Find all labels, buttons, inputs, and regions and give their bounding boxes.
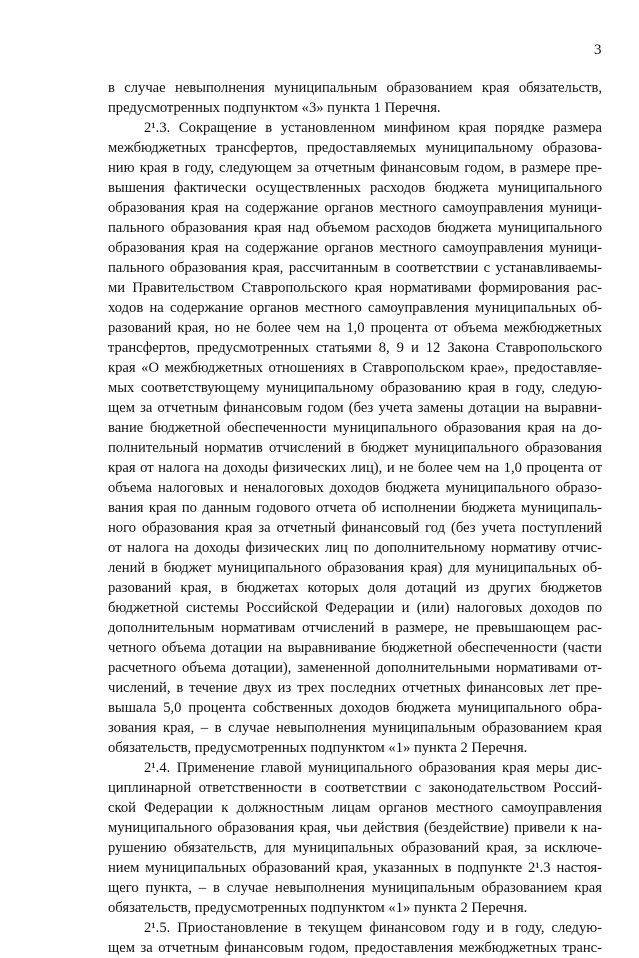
text-line: образования края на содержание органов местного самоуправления муници- [108, 200, 602, 216]
text-line: щем за отчетным финансовым годом (без учета замены дотации на выравни- [108, 400, 602, 416]
text-line: мых соответствующему муниципальному образованию края в году, следую- [108, 380, 602, 396]
text-line: лений в бюджет муниципального образования края) для муниципальных об- [108, 560, 602, 576]
text-line: вышала 5,0 процента собственных доходов бюджета муниципального обра- [108, 700, 602, 716]
text-line: щего пункта, – в случае невыполнения муниципальным образованием края [108, 880, 602, 896]
text-line: дополнительным нормативам отчислений в размере, не превышающем рас- [108, 620, 602, 636]
text-line: бюджетной системы Российской Федерации и (или) налоговых доходов по [108, 600, 602, 616]
text-line: числений, в течение двух из трех последних отчетных финансовых лет пре- [108, 680, 602, 696]
text-line: вышения фактически осуществленных расходов бюджета муниципального [108, 180, 602, 196]
page-number: 3 [594, 42, 602, 58]
text-line: щем за отчетным финансовым годом, предоставления межбюджетных транс- [108, 940, 602, 956]
text-line: предусмотренных подпунктом «3» пункта 1 Перечня. [108, 100, 441, 116]
text-line: вание бюджетной обеспеченности муниципального образования края на до- [108, 420, 602, 436]
text-line: обязательств, предусмотренных подпунктом «1» пункта 2 Перечня. [108, 740, 528, 756]
text-line: разований края, в бюджетах которых доля дотаций из других бюджетов [108, 580, 602, 596]
text-line: от налога на доходы физических лиц по дополнительному нормативу отчис- [108, 540, 602, 556]
text-line: трансфертов, предусмотренных статьями 8, 9 и 12 Закона Ставропольского [108, 340, 602, 356]
text-line: межбюджетных трансфертов, предоставляемых муниципальному образова- [108, 140, 602, 156]
text-line: нием муниципальных образований края, указанных в подпункте 2¹.3 настоя- [108, 860, 602, 876]
text-line: муниципального образования края, чьи действия (бездействие) привели к на- [108, 820, 602, 836]
text-line: в случае невыполнения муниципальным образованием края обязательств, [108, 80, 602, 96]
text-line: зования края, – в случае невыполнения муниципальным образованием края [108, 720, 602, 736]
text-line: объема налоговых и неналоговых доходов бюджета муниципального образо- [108, 480, 602, 496]
text-line: полнительный норматив отчислений в бюджет муниципального образования [108, 440, 602, 456]
text-line: 2¹.5. Приостановление в текущем финансовом году и в году, следую- [144, 920, 602, 936]
text-line: образования края на содержание органов местного самоуправления муници- [108, 240, 602, 256]
text-line: циплинарной ответственности в соответствии с законодательством Россий- [108, 780, 602, 796]
text-line: обязательств, предусмотренных подпунктом «1» пункта 2 Перечня. [108, 900, 528, 916]
text-line: разований края, но не более чем на 1,0 процента от объема межбюджетных [108, 320, 602, 336]
text-line: края от налога на доходы физических лиц), и не более чем на 1,0 процента от [108, 460, 602, 476]
text-line: расчетного объема дотации), замененной дополнительными нормативами от- [108, 660, 602, 676]
text-line: 2¹.4. Применение главой муниципального образования края меры дис- [144, 760, 602, 776]
text-line: края «О межбюджетных отношениях в Ставропольском крае», предоставляе- [108, 360, 602, 376]
text-line: ходов на содержание органов местного самоуправления муниципальных об- [108, 300, 602, 316]
text-line: пального образования края, рассчитанным в соответствии с устанавливаемы- [108, 260, 602, 276]
text-line: четного объема дотации на выравнивание бюджетной обеспеченности (части [108, 640, 602, 656]
text-line: пального образования края над объемом расходов бюджета муниципального [108, 220, 602, 236]
text-line: ного образования края за отчетный финансовый год (без учета поступлений [108, 520, 602, 536]
text-line: вания края по данным годового отчета об исполнении бюджета муниципаль- [108, 500, 602, 516]
text-line: 2¹.3. Сокращение в установленном минфином края порядке размера [144, 120, 602, 136]
text-line: ской Федерации к должностным лицам органов местного самоуправления [108, 800, 602, 816]
text-line: рушению обязательств, для муниципальных образований края, за исключе- [108, 840, 602, 856]
text-line: ми Правительством Ставропольского края нормативами формирования рас- [108, 280, 602, 296]
text-line: нию края в году, следующем за отчетным финансовым годом, в размере пре- [108, 160, 602, 176]
